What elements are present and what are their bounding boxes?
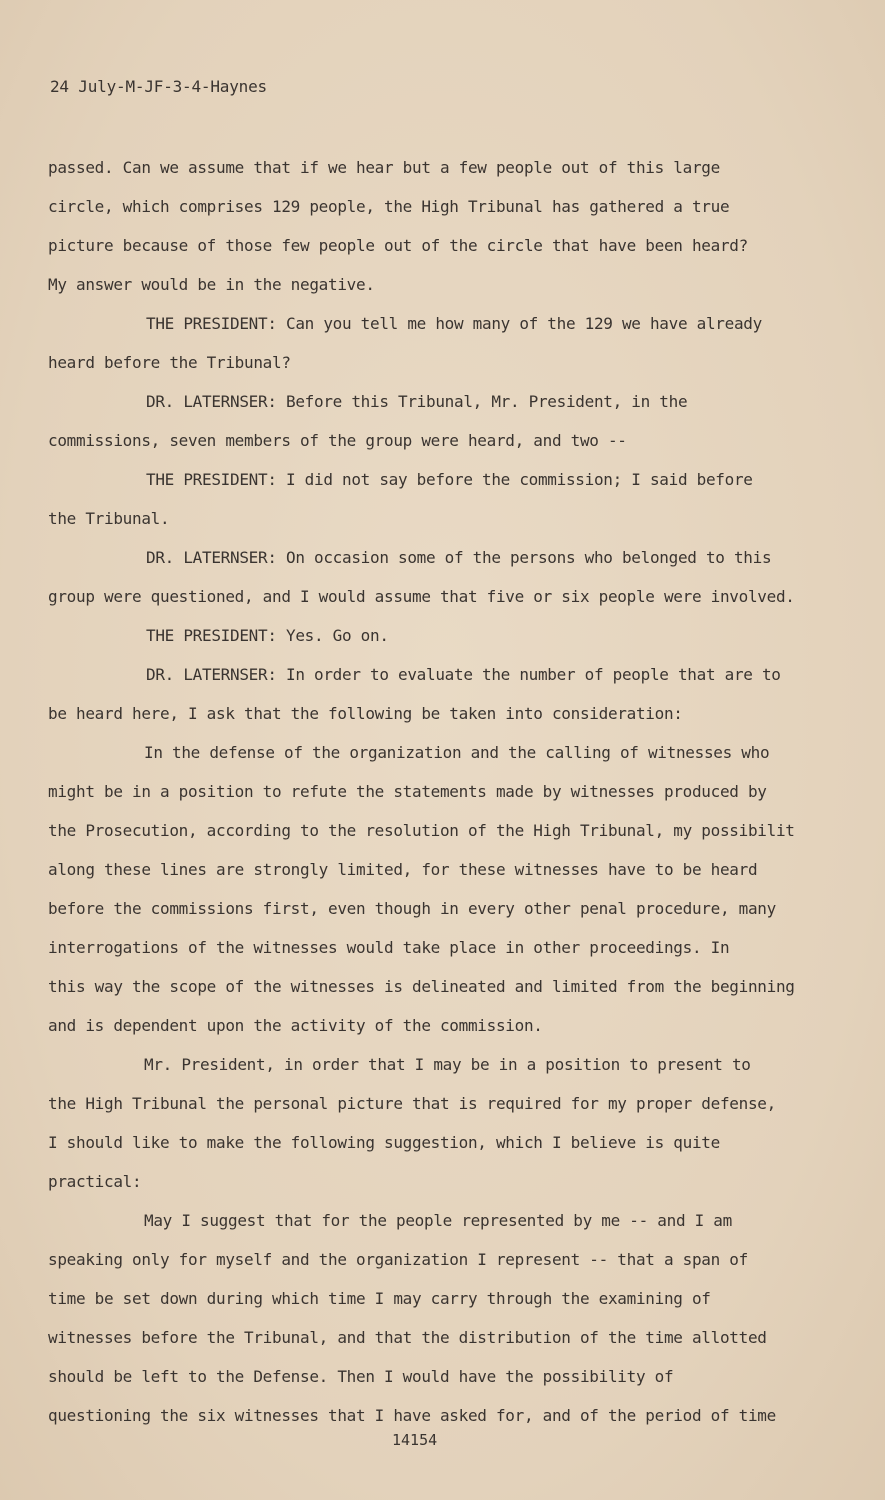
transcript-line: DR. LATERNSER: On occasion some of the persons who belonged to this bbox=[146, 548, 772, 567]
transcript-line: before the commissions first, even though in every other penal procedure, many bbox=[48, 899, 776, 918]
transcript-line: along these lines are strongly limited, for these witnesses have to be heard bbox=[48, 860, 758, 879]
transcript-line: might be in a position to refute the statements made by witnesses produced by bbox=[48, 782, 767, 801]
transcript-line: I should like to make the following suggestion, which I believe is quite bbox=[48, 1133, 720, 1152]
transcript-line: this way the scope of the witnesses is delineated and limited from the beginning bbox=[48, 977, 795, 996]
transcript-line: and is dependent upon the activity of the commission. bbox=[48, 1016, 543, 1035]
transcript-line: practical: bbox=[48, 1172, 142, 1191]
transcript-line: picture because of those few people out of the circle that have been heard? bbox=[48, 236, 748, 255]
transcript-line: should be left to the Defense. Then I would have the possibility of bbox=[48, 1367, 674, 1386]
transcript-line: THE PRESIDENT: Yes. Go on. bbox=[146, 626, 389, 645]
transcript-line: be heard here, I ask that the following be taken into consideration: bbox=[48, 704, 683, 723]
transcript-line: passed. Can we assume that if we hear but a few people out of this large bbox=[48, 158, 720, 177]
transcript-line: May I suggest that for the people represented by me -- and I am bbox=[144, 1211, 732, 1230]
transcript-line: commissions, seven members of the group were heard, and two -- bbox=[48, 431, 627, 450]
transcript-line: In the defense of the organization and the calling of witnesses who bbox=[144, 743, 770, 762]
transcript-line: My answer would be in the negative. bbox=[48, 275, 375, 294]
transcript-line: Mr. President, in order that I may be in a position to present to bbox=[144, 1055, 751, 1074]
transcript-line: heard before the Tribunal? bbox=[48, 353, 291, 372]
transcript-line: speaking only for myself and the organization I represent -- that a span of bbox=[48, 1250, 748, 1269]
transcript-line: DR. LATERNSER: In order to evaluate the number of people that are to bbox=[146, 665, 781, 684]
page-header-reference: 24 July-M-JF-3-4-Haynes bbox=[50, 77, 267, 96]
transcript-line: the Tribunal. bbox=[48, 509, 170, 528]
transcript-line: the High Tribunal the personal picture that is required for my proper defense, bbox=[48, 1094, 776, 1113]
transcript-line: circle, which comprises 129 people, the High Tribunal has gathered a true bbox=[48, 197, 730, 216]
transcript-line: time be set down during which time I may carry through the examining of bbox=[48, 1289, 711, 1308]
transcript-line: THE PRESIDENT: I did not say before the commission; I said before bbox=[146, 470, 753, 489]
transcript-body bbox=[48, 153, 828, 1440]
transcript-line: DR. LATERNSER: Before this Tribunal, Mr. President, in the bbox=[146, 392, 688, 411]
transcript-line: questioning the six witnesses that I have asked for, and of the period of time bbox=[48, 1406, 776, 1425]
transcript-line: THE PRESIDENT: Can you tell me how many of the 129 we have already bbox=[146, 314, 762, 333]
transcript-line: witnesses before the Tribunal, and that the distribution of the time allotted bbox=[48, 1328, 767, 1347]
transcript-line: interrogations of the witnesses would take place in other proceedings. In bbox=[48, 938, 730, 957]
transcript-line: group were questioned, and I would assume that five or six people were involved. bbox=[48, 587, 795, 606]
page-number: 14154 bbox=[392, 1431, 438, 1449]
transcript-line: the Prosecution, according to the resolution of the High Tribunal, my possibilit bbox=[48, 821, 795, 840]
